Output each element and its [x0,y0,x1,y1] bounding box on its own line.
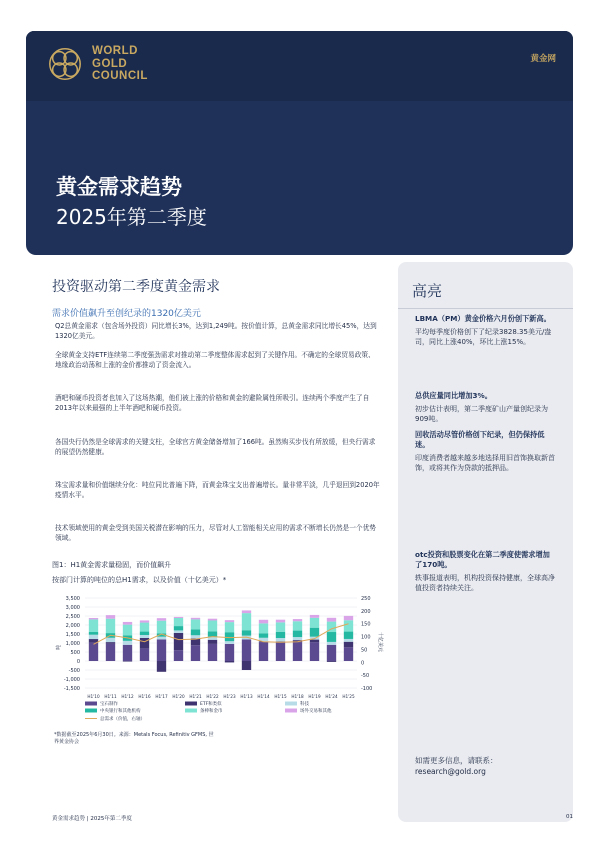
highlight-body: 初步估计表明，第二季度矿山产量创纪录为909吨。 [415,405,548,423]
bar-segment [123,622,132,625]
gold-knot-icon [46,45,84,83]
x-tick-label: H1'22 [206,694,219,699]
body-paragraph-6: 技术领域使用的黄金受到美国关税潜在影响的压力，尽管对人工智能相关应用的需求不断增长仍然是一个优势领域。 [55,524,376,542]
logo-wordmark [92,45,148,83]
bar-segment [106,642,115,644]
bar-segment [174,633,183,650]
right-tick-label: 0 [361,660,365,667]
right-tick-label: 150 [361,621,371,628]
body-paragraph-4: 各国央行仍然是全球需求的关键支柱，全球官方黄金储备增加了166吨。虽然购买步伐有所放缓，但央行需求的展望仍然健康。 [55,438,376,456]
bar-segment [293,642,302,661]
left-tick-label: 1,500 [65,632,80,638]
figure-subtitle: 按部门计算的吨位的总H1需求，以及价值（十亿美元）* [52,576,227,584]
highlight-title: 回收活动尽管价格创下纪录，但仍保持低迷。 [415,430,545,449]
section-heading: 投资驱动第二季度黄金需求 [52,279,220,295]
left-tick-label: 2,000 [65,623,80,629]
left-tick-label: 500 [70,650,80,656]
bar-segment [344,639,353,642]
bar-segment [259,623,268,633]
right-axis-label: 十亿美元 [377,632,383,653]
bar-segment [259,633,268,638]
report-title: 黄金需求趋势 [56,175,182,199]
right-tick-label: 250 [361,596,371,602]
right-tick-label: -100 [361,686,373,692]
x-tick-label: H1'24 [325,694,338,699]
bar-segment [225,632,234,641]
bar-segment [123,625,132,636]
body-paragraph-3: 酒吧和硬币投资者也加入了这场热潮，他们被上涨的价格和黄金的避险属性所吸引。连续两个季度产生了自2013年以来最强的上半年酒吧和硬币投资。 [55,394,370,412]
world-gold-council-logo[interactable] [46,45,148,83]
left-tick-label: 3,500 [65,596,80,602]
bar-segment [123,645,132,661]
bar-segment [225,661,234,662]
bar-segment [276,620,285,623]
bar-segment [174,650,183,661]
bar-segment [344,620,353,631]
body-paragraph-5: 珠宝需求量和价值继续分化：吨位同比普遍下降，而黄金珠宝支出普遍增长。量非常平淡，几乎退回到2020年疫情水平。 [55,481,380,499]
bar-segment [157,639,166,661]
bar-segment [276,632,285,638]
left-tick-label: 0 [76,659,80,665]
left-tick-label: 2,500 [65,614,80,620]
left-tick-label: 1,000 [65,641,80,647]
bar-segment [242,630,251,635]
bar-segment [293,619,302,621]
bar-segment [106,615,115,619]
bar-segment [344,642,353,648]
x-tick-label: H1'21 [189,694,202,699]
bar-segment [327,645,336,661]
bar-segment [225,620,234,622]
bar-segment [140,648,149,661]
legend-swatch [85,702,97,706]
bar-segment [89,635,98,639]
legend-label: 条棒和金币 [200,709,223,714]
bar-segment [89,632,98,635]
bar-segment [310,642,319,661]
logo-line-2: GOLD [92,57,128,70]
bar-segment [225,644,234,661]
logo-line-3: COUNCIL [92,70,148,83]
bar-segment [344,647,353,661]
bar-segment [208,644,217,661]
bar-segment [293,631,302,637]
legend-swatch [285,709,297,713]
bar-segment [89,643,98,661]
bar-segment [106,644,115,661]
bar-segment [157,637,166,640]
main-column [52,276,382,319]
bar-segment [293,637,302,640]
bar-segment [327,618,336,622]
bar-segment [106,638,115,642]
left-tick-label: 3,000 [65,605,80,611]
bar-segment [225,622,234,632]
logo-line-1: WORLD [92,45,138,58]
bar-segment [174,618,183,626]
left-axis-label: 吨 [56,644,62,650]
gold-hub-link[interactable]: 黄金网 [530,54,556,64]
contact-info[interactable]: 如需更多信息，请联系：research@gold.org [415,756,498,776]
highlight-4 [415,550,555,593]
report-period: 2025年第二季度 [56,205,207,229]
bar-segment [242,661,251,670]
x-tick-label: H1'11 [104,694,117,699]
legend-label: 科技 [300,702,309,707]
bar-segment [259,620,268,624]
right-tick-label: 50 [361,647,368,654]
report-header [26,31,573,255]
highlight-body: 轶事报道表明，机构投资保持健康，全球高净值投资者持续关注。 [415,574,555,592]
figure-note: *数据截至2025年6月30日。来源：Metals Focus, Refinitiv GFMS, 世界黄金协会 [54,732,214,745]
footer-title: 黄金需求趋势 | 2025年第二季度 [52,816,132,822]
bar-segment [208,621,217,632]
bar-segment [276,622,285,631]
legend-label: 中央银行和其他机构 [100,709,141,714]
x-tick-label: H1'16 [138,694,151,699]
bar-segment [208,631,217,636]
bar-segment [344,632,353,639]
bar-segment [191,618,200,620]
bar-segment [276,642,285,661]
bar-segment [208,640,217,644]
bar-segment [191,619,200,629]
bar-segment [157,618,166,621]
page-number: 01 [566,814,573,820]
bar-segment [89,619,98,632]
bar-segment [89,618,98,619]
highlight-title: LBMA（PM）黄金价格六月份创下新高。 [415,314,551,323]
x-tick-label: H1'15 [274,694,287,699]
demand-chart [52,592,387,730]
left-tick-label: -1,000 [63,677,80,683]
bar-segment [327,632,336,642]
highlight-body: 印度消费者越来越多地选择用旧首饰换取新首饰，或将其作为贷款的抵押品。 [415,454,555,472]
legend-swatch [285,702,297,706]
x-tick-label: H1'12 [121,694,134,699]
bar-segment [174,626,183,630]
bar-segment [310,618,319,628]
x-tick-label: H1'14 [257,694,270,699]
bar-segment [293,621,302,630]
x-tick-label: H1'18 [291,694,304,699]
highlights-sidebar [398,262,573,822]
bar-segment [242,639,251,661]
left-tick-label: -500 [68,668,80,674]
bar-segment [140,632,149,635]
bar-segment [191,629,200,635]
highlight-3 [415,430,555,473]
bar-segment [191,645,200,661]
bar-segment [157,661,166,672]
legend-label: 场外交易和其他 [300,709,332,714]
x-tick-label: H1'17 [155,694,168,699]
bar-segment [276,638,285,641]
highlight-title: 总供应量同比增加3%。 [415,391,492,400]
bar-segment [106,619,115,633]
bar-segment [225,641,234,644]
bar-segment [157,621,166,634]
sidebar-heading: 高亮 [412,282,443,300]
right-tick-label: 100 [361,634,371,641]
bar-segment [174,617,183,618]
bar-segment [123,641,132,645]
bar-segment [327,661,336,662]
legend-label: 总需求（价值，右轴） [100,717,145,722]
bar-segment [208,619,217,621]
bar-segment [259,642,268,661]
section-subheading: 需求价值飙升至创纪录的1320亿美元 [52,309,201,319]
bar-segment [310,628,319,637]
legend-swatch [185,702,197,706]
x-tick-label: H1'13 [240,694,253,699]
highlight-title: otc投资和股票变化在第二季度使需求增加了170吨。 [415,550,550,569]
x-tick-label: H1'19 [308,694,321,699]
sidebar-divider [398,308,573,309]
legend-label: ETF和类似 [200,702,222,707]
bar-segment [310,640,319,643]
right-tick-label: -50 [361,673,370,680]
body-paragraph-2: 全球黄金支持ETF连续第二季度强劲需求对推动第二季度整体需求起到了关键作用。不确定的全球贸易政策、地缘政治动荡和上涨的金价都推动了资金流入。 [55,351,375,369]
bar-segment [327,642,336,645]
right-tick-label: 200 [361,608,371,615]
left-tick-label: -1,500 [63,686,80,692]
highlight-body: 平均每季度价格创下了纪录3828.35美元/盎司，同比上涨40%，环比上涨15%。 [415,328,552,346]
bar-segment [242,613,251,630]
x-tick-label: H1'25 [342,694,355,699]
legend-label: 宝石制作 [100,702,118,707]
bar-segment [242,610,251,613]
bar-segment [123,661,132,662]
bar-segment [344,616,353,620]
bar-segment [140,635,149,638]
bar-segment [191,635,200,638]
figure-title: 图1：H1黄金需求量稳固，而价值飙升 [52,561,172,569]
bar-segment [174,630,183,633]
bar-segment [140,623,149,632]
bar-segment [310,615,319,618]
legend-swatch [85,709,97,713]
highlight-1 [415,314,555,347]
bar-segment [140,620,149,622]
x-tick-label: H1'20 [172,694,185,699]
figure-1 [52,560,387,585]
x-tick-label: H1'23 [223,694,236,699]
legend-swatch [185,709,197,713]
body-paragraph-1: Q2总黄金需求（包含场外投资）同比增长3%，达到1,249吨。按价值计算，总黄金需求同比增长45%，达到1320亿美元。 [55,322,377,340]
x-tick-label: H1'10 [87,694,100,699]
bar-segment [140,638,149,648]
highlight-2 [415,391,555,424]
